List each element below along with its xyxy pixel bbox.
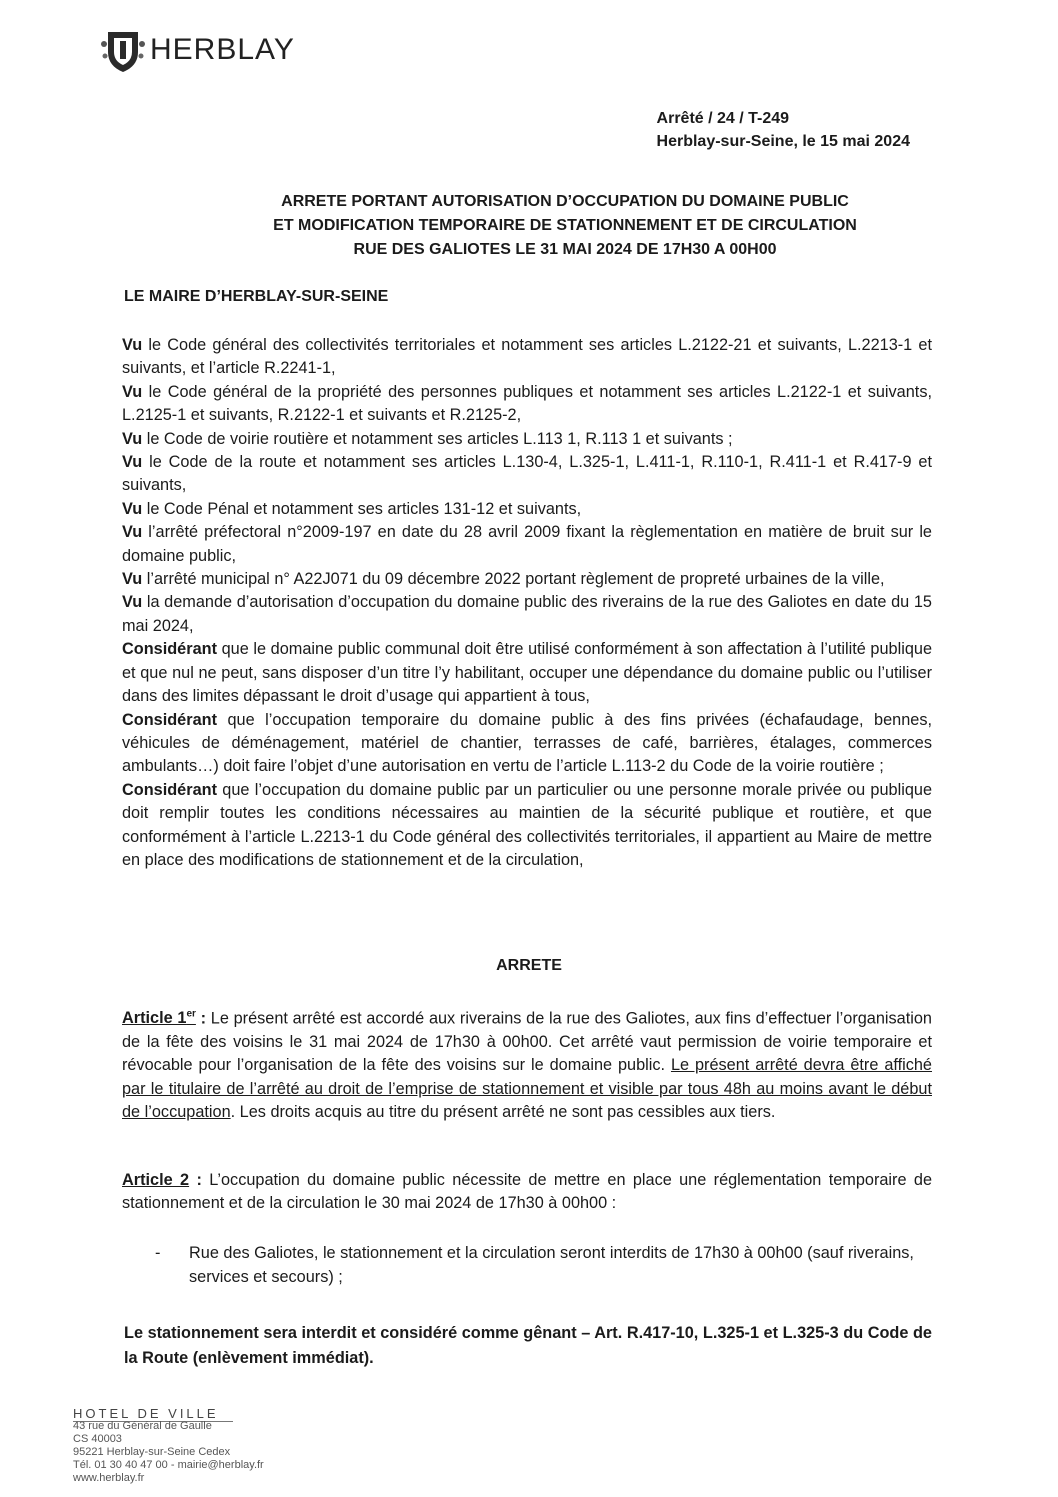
- recital-lead: Vu: [122, 382, 143, 401]
- title-line-2: ET MODIFICATION TEMPORAIRE DE STATIONNEMENT ET DE CIRCULATION: [273, 217, 857, 234]
- footer-postcode: 95221 Herblay-sur-Seine Cedex: [73, 1446, 231, 1458]
- recital-lead: Vu: [122, 570, 143, 589]
- title-line-1: ARRETE PORTANT AUTORISATION D’OCCUPATION DU DOMAINE PUBLIC: [281, 193, 849, 210]
- recital: [122, 521, 932, 568]
- article-2-label: Article 2: [122, 1171, 190, 1189]
- decree-number: Arrêté / 24 / T-249: [656, 110, 790, 127]
- recital: [122, 451, 932, 498]
- bullet-text: Rue des Galiotes, le stationnement et la circulation seront interdits de 17h30 à 00h00 (sauf riverains, services et secours) ;: [189, 1244, 914, 1286]
- recital: [122, 334, 932, 381]
- recital-text: la demande d’autorisation d’occupation du domaine public des riverains de la rue des Galiotes en date du 15 mai 2024,: [122, 593, 932, 635]
- recital-lead: Considérant: [122, 710, 217, 729]
- article-1-text-b: . Les droits acquis au titre du présent arrêté ne sont pas cessibles aux tiers.: [230, 1103, 776, 1122]
- mayor-heading: LE MAIRE D’HERBLAY-SUR-SEINE: [124, 288, 389, 305]
- article-1-label-sup: er: [186, 1009, 196, 1020]
- footer-contact: Tél. 01 30 40 47 00 - mairie@herblay.fr: [73, 1459, 264, 1471]
- recital-text: que le domaine public communal doit être utilisé conformément à son affectation à l’utilité publique et que nul ne peut, sans disposer d’un titre l’y habilitant, occuper une dépendance du domaine public ou l’utiliser dans des limites dépassant le droit d’usage qui appartient à tous,: [122, 640, 932, 706]
- recital-lead: Vu: [122, 453, 143, 472]
- recital-text: que l’occupation du domaine public par un particulier ou une personne morale privée ou publique doit remplir toutes les conditions nécessaires au maintien de la sécurité publique et routière, et que conformément à l’article L.2213-1 du Code général des collectivités territoriales, il appartient au Maire de mettre en place des modifications de stationnement et de la circulation,: [122, 780, 932, 869]
- recital-text: l’arrêté municipal n° A22J071 du 09 décembre 2022 portant règlement de propreté urbaines de la ville,: [142, 570, 885, 589]
- article-2-text: L’occupation du domaine public nécessite de mettre en place une réglementation temporaire de stationnement et de la circulation le 30 mai 2024 de 17h30 à 00h00 :: [122, 1171, 932, 1213]
- recital-text: le Code de la route et notamment ses articles L.130-4, L.325-1, L.411-1, R.110-1, R.411-1 et R.417-9 et suivants,: [122, 453, 932, 495]
- footer-city-hall: HOTEL DE VILLE: [73, 1406, 219, 1421]
- recital: [122, 428, 932, 451]
- article-1-separator: :: [195, 1009, 211, 1028]
- recital-text: que l’occupation temporaire du domaine public à des fins privées (échafaudage, bennes, véhicules de déménagement, matériel de chantier, terrasses de café, barrières, étalages, commerces ambulants…) doit faire l’objet d’une autorisation en vertu de l’article L.113-2 du Code de la voirie routière ;: [122, 710, 932, 776]
- recital-text: le Code Pénal et notamment ses articles 131-12 et suivants,: [142, 499, 582, 518]
- recital: [122, 591, 932, 638]
- city-seal-icon: [100, 26, 146, 74]
- article-1-text-a: Le présent arrêté est accordé aux riverains de la rue des Galiotes, aux fins d’effectuer l’organisation de la fête des voisins le 31 mai 2024 de 17h30 à 00h00. Cet arrêté vaut permission de voirie temporaire et révocable pour l’organisation de la fête des voisins sur le domaine public.: [122, 1009, 932, 1075]
- parking-notice: Le stationnement sera interdit et considéré comme gênant – Art. R.417-10, L.325-1 et L.325-3 du Code de la Route (enlèvement immédiat).: [124, 1324, 932, 1367]
- footer-website: www.herblay.fr: [73, 1472, 145, 1484]
- decree-title: [100, 190, 1030, 262]
- place-and-date: Herblay-sur-Seine, le 15 mai 2024: [656, 133, 910, 150]
- recital: [122, 568, 932, 591]
- recital: [122, 709, 932, 779]
- recital-text: le Code général de la propriété des personnes publiques et notamment ses articles L.2122-1 et suivants, L.2125-1 et suivants, R.2122-1 et suivants et R.2125-2,: [122, 382, 932, 425]
- city-wordmark: HERBLAY: [150, 33, 295, 66]
- recital-lead: Vu: [122, 429, 143, 448]
- article-1-label: [122, 1009, 196, 1027]
- city-logo: [100, 26, 295, 74]
- list-item: [155, 1241, 935, 1289]
- article-2: [122, 1169, 932, 1216]
- recital-lead: Considérant: [122, 640, 217, 659]
- recital-lead: Vu: [122, 593, 143, 612]
- footer-address: [73, 1407, 264, 1485]
- article-1: [122, 1003, 932, 1124]
- recital: [122, 498, 932, 521]
- recital-lead: Vu: [122, 336, 143, 354]
- recital: [122, 779, 932, 873]
- title-line-3: RUE DES GALIOTES LE 31 MAI 2024 DE 17H30 A 00H00: [353, 241, 777, 258]
- arrete-heading: ARRETE: [496, 957, 562, 974]
- bullet-dash: -: [155, 1244, 161, 1262]
- recital: [122, 638, 932, 708]
- recital-text: le Code général des collectivités territoriales et notamment ses articles L.2122-21 et suivants, L.2213-1 et suivants, et l’article R.2241-1,: [122, 336, 932, 378]
- recital-lead: Considérant: [122, 780, 217, 799]
- recital-text: le Code de voirie routière et notamment ses articles L.113 1, R.113 1 et suivants ;: [142, 429, 733, 448]
- article-1-posting-requirement: Le présent arrêté devra être affiché par le titulaire de l’arrêté au droit de l’emprise de stationnement et visible par tous 48h au moins avant le début de l’occupation: [122, 1056, 932, 1122]
- recital-lead: Vu: [122, 523, 143, 542]
- article-1-label-text: Article 1: [122, 1009, 187, 1028]
- recital-text: l’arrêté préfectoral n°2009-197 en date du 28 avril 2009 fixant la règlementation en matière de bruit sur le domaine public,: [122, 523, 932, 565]
- reference-block: [657, 107, 910, 153]
- recital-lead: Vu: [122, 499, 143, 518]
- footer-street: 43 rue du Général de Gaulle: [73, 1420, 212, 1432]
- recitals: [122, 334, 932, 872]
- recital: [122, 381, 932, 428]
- footer-cs: CS 40003: [73, 1433, 122, 1445]
- article-2-separator: :: [189, 1171, 210, 1189]
